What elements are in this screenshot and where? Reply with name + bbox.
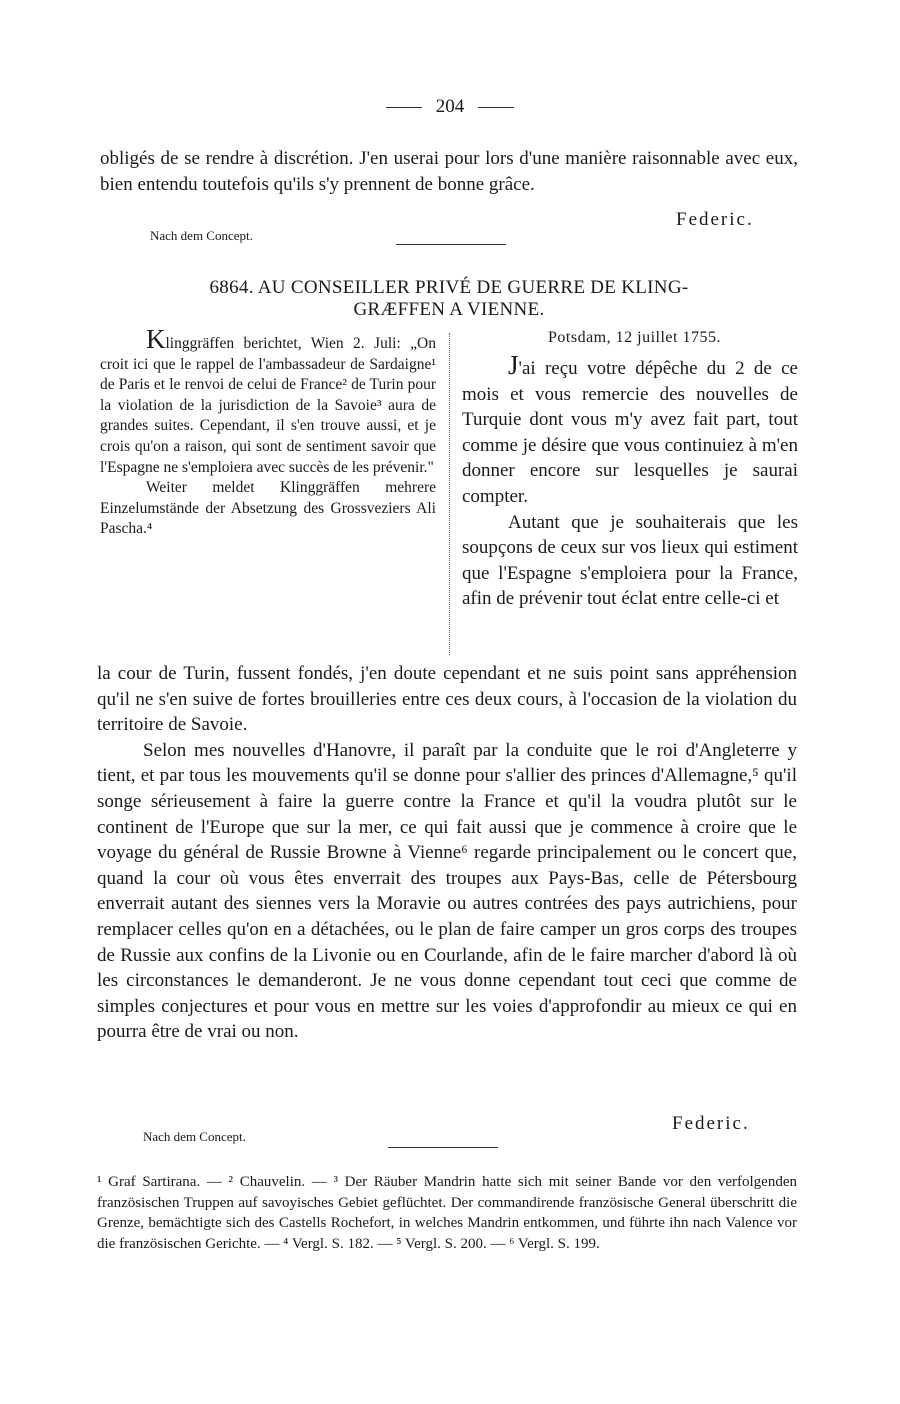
letter-paragraph-1 — [462, 350, 798, 510]
report-summary-first — [100, 326, 436, 478]
letter-heading-line1: 6864. AU CONSEILLER PRIVÉ DE GUERRE DE KLING- — [209, 277, 689, 298]
letter-paragraph-2-start: Autant que je souhaiterais que les soupçons de ceux sur vos lieux qui estiment que l'Espagne s'emploiera pour la France, afin de prévenir tout éclat entre celle-ci et — [462, 511, 798, 610]
prev-letter-signature: Federic. — [676, 209, 754, 230]
prev-letter-source-note: Nach dem Concept. — [150, 228, 253, 243]
letter-full-width — [97, 661, 797, 1045]
letter-paragraph-1-text: 'ai reçu votre dépêche du 2 de ce mois et vous remercie des nouvelles de Turquie dont vous m'y avez fait part, tout comme je désire que vous continuiez à m'en donner encore sur lesquelles je saurai compter. — [462, 358, 798, 507]
report-summary-second: Weiter meldet Klinggräffen mehrere Einzelumstände der Absetzung des Grossveziers Ali Pascha.⁴ — [100, 479, 436, 538]
letter-paragraph-3: Selon mes nouvelles d'Hanovre, il paraît par la conduite que le roi d'Angleterre y tient, et par tous les mouvements qu'il se donne pour s'allier des princes d'Allemagne,⁵ qu'il songe sérieusement à faire la guerre contre la France et qu'il la voudra plutôt sur le continent de l'Europe que sur la mer, ce qui fait aussi que je commence à croire que le voyage du général de Russie Browne à Vienne⁶ regarde principalement ou le concert que, quand la cour où vous êtes enverrait des troupes aux Pays-Bas, celle de Pétersbourg enverrait autant des siennes vers la Moravie ou autres contrées des pays autrichiens, pour remplacer celles qu'on en a détachées, ou le plan de faire camper un gros corps des troupes de Russie aux confins de la Livonie ou en Courlande, afin de le faire marcher d'abord là où les circonstances le demanderont. Je ne vous donne cependant tout ceci que comme de simples conjectures et pour vous en mettre sur les voies d'approfondir au mieux ce qui en pourra être de vrai ou non. — [97, 739, 797, 1043]
prev-letter-text: obligés de se rendre à discrétion. J'en userai pour lors d'une manière raisonnable avec eux, bien entendu toutefois qu'ils s'y prennent de bonne grâce. — [100, 148, 798, 195]
letter-paragraph-2-end: la cour de Turin, fussent fondés, j'en doute cependant et ne suis point sans appréhension qu'il ne s'en suive de fortes brouilleries entre ces deux cours, à l'occasion de la violation du territoire de Savoie. — [97, 663, 797, 736]
letter-dateline: Potsdam, 12 juillet 1755. — [548, 329, 721, 346]
report-summary-first-text: linggräffen berichtet, Wien 2. Juli: „On croit ici que le rappel de l'ambassadeur de Sardaigne¹ de Paris et le renvoi de celui de France² de Turin pour la violation de la jurisdiction de la Savoie³ aura de grandes suites. Cependant, il s'en trouve aussi, et je crois qu'on a raison, qui sont de sentiment savoir que l'Espagne ne s'emploiera avec succès de les prévenir." — [100, 335, 436, 476]
letter-initial: J — [508, 350, 519, 380]
page-number-dash-left — [386, 107, 422, 108]
page-number — [0, 96, 900, 118]
report-summary — [100, 326, 436, 540]
footnote-divider — [388, 1147, 498, 1148]
page-number-dash-right — [478, 107, 514, 108]
letter-heading — [100, 277, 798, 321]
letter-source-note: Nach dem Concept. — [143, 1129, 246, 1144]
letter-heading-line2: GRÆFFEN A VIENNE. — [353, 299, 545, 320]
page-number-text: 204 — [435, 96, 465, 117]
report-summary-initial: K — [146, 324, 166, 354]
letter-signature: Federic. — [672, 1113, 750, 1134]
section-divider — [396, 244, 506, 245]
column-separator — [449, 333, 450, 655]
letter-right-column — [462, 350, 798, 612]
footnotes: ¹ Graf Sartirana. — ² Chauvelin. — ³ Der Räuber Mandrin hatte sich mit seiner Bande vor den verfolgenden französischen Truppen auf savoyisches Gebiet geflüchtet. Der commandirende französische General überschritt die Grenze, bemächtigte sich des Castells Rochefort, in welches Mandrin entkommen, und führte ihn nach Valence vor die französischen Gerichte. — ⁴ Vergl. S. 182. — ⁵ Vergl. S. 200. — ⁶ Vergl. S. 199. — [97, 1174, 797, 1252]
